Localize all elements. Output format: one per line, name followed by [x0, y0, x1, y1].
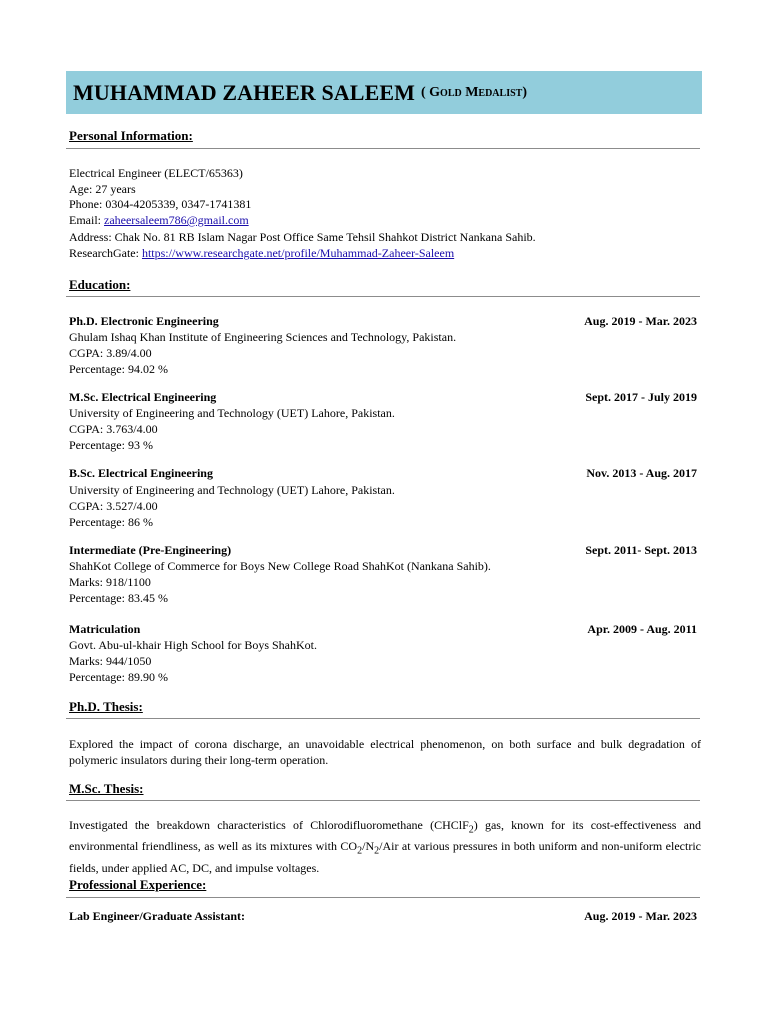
education-dates: Nov. 2013 - Aug. 2017 — [586, 466, 697, 480]
education-percentage: Percentage: 94.02 % — [69, 362, 168, 376]
education-score: Marks: 918/1100 — [69, 575, 151, 589]
section-divider — [66, 148, 700, 149]
education-degree: Intermediate (Pre-Engineering) — [69, 543, 232, 557]
section-divider — [66, 800, 700, 801]
education-dates: Sept. 2017 - July 2019 — [585, 390, 697, 404]
subscript: 2 — [374, 845, 380, 857]
email-link[interactable]: zaheersaleem786@gmail.com — [104, 213, 249, 227]
education-institution: University of Engineering and Technology (UET) Lahore, Pakistan. — [69, 483, 395, 497]
education-degree: M.Sc. Electrical Engineering — [69, 390, 217, 404]
msc-thesis-text-part: /Air at various pressures in both uniform and non-uniform electric fields, under applied AC, DC, and impulse voltages. — [69, 839, 701, 875]
education-dates: Apr. 2009 - Aug. 2011 — [587, 622, 697, 636]
education-dates: Aug. 2019 - Mar. 2023 — [584, 314, 697, 328]
section-divider — [66, 296, 700, 297]
education-score: Marks: 944/1050 — [69, 654, 152, 668]
experience-dates: Aug. 2019 - Mar. 2023 — [584, 909, 697, 923]
education-institution: University of Engineering and Technology (UET) Lahore, Pakistan. — [69, 406, 395, 420]
msc-thesis-text-part: Investigated the breakdown characteristics of Chlorodifluoromethane (CHClF — [69, 818, 469, 832]
education-institution: ShahKot College of Commerce for Boys New College Road ShahKot (Nankana Sahib). — [69, 559, 491, 573]
education-percentage: Percentage: 86 % — [69, 515, 153, 529]
age-text: Age: 27 years — [69, 182, 136, 196]
msc-thesis-text-part: /N — [362, 839, 375, 854]
education-percentage: Percentage: 89.90 % — [69, 670, 168, 684]
education-dates: Sept. 2011- Sept. 2013 — [585, 543, 697, 557]
phone-text: Phone: 0304-4205339, 0347-1741381 — [69, 197, 252, 211]
section-divider — [66, 718, 700, 719]
msc-thesis-text-part: ) gas, known for its cost-effectiveness and environmental friendliness, as well as its mixtures with CO — [69, 818, 701, 854]
education-institution: Govt. Abu-ul-khair High School for Boys ShahKot. — [69, 638, 317, 652]
email-label: Email: — [69, 213, 104, 227]
subscript: 2 — [357, 845, 363, 857]
email-line — [69, 213, 249, 228]
section-heading-phd-thesis: Ph.D. Thesis: — [69, 699, 143, 714]
education-degree: Matriculation — [69, 622, 141, 636]
section-heading-msc-thesis: M.Sc. Thesis: — [69, 781, 144, 796]
education-score: CGPA: 3.527/4.00 — [69, 499, 158, 513]
experience-role: Lab Engineer/Graduate Assistant: — [69, 909, 246, 923]
researchgate-link[interactable]: https://www.researchgate.net/profile/Muhammad-Zaheer-Saleem — [141, 246, 455, 260]
section-heading-personal: Personal Information: — [69, 128, 193, 143]
name-banner — [66, 71, 702, 114]
education-degree: Ph.D. Electronic Engineering — [69, 314, 219, 328]
candidate-title: ( Gold Medalist) — [420, 84, 527, 100]
subscript: 2 — [468, 824, 474, 836]
researchgate-line — [69, 246, 454, 261]
profession-text: Electrical Engineer (ELECT/65363) — [69, 166, 243, 180]
phd-thesis-text: Explored the impact of corona discharge, an unavoidable electrical phenomenon, on both surface and bulk degradation of polymeric insulators during their long-term operation. — [69, 737, 701, 767]
education-score: CGPA: 3.89/4.00 — [69, 346, 152, 360]
section-heading-experience: Professional Experience: — [69, 877, 207, 892]
education-percentage: Percentage: 83.45 % — [69, 591, 168, 605]
section-divider — [66, 897, 700, 898]
education-score: CGPA: 3.763/4.00 — [69, 422, 158, 436]
address-text: Address: Chak No. 81 RB Islam Nagar Post Office Same Tehsil Shahkot District Nankana Sahib. — [69, 230, 536, 244]
candidate-name: MUHAMMAD ZAHEER SALEEM — [73, 79, 415, 105]
section-heading-education: Education: — [69, 277, 131, 292]
education-percentage: Percentage: 93 % — [69, 438, 153, 452]
researchgate-label: ResearchGate: — [69, 246, 142, 260]
education-institution: Ghulam Ishaq Khan Institute of Engineering Sciences and Technology, Pakistan. — [69, 330, 457, 344]
msc-thesis-text — [69, 817, 701, 876]
education-degree: B.Sc. Electrical Engineering — [69, 466, 213, 480]
